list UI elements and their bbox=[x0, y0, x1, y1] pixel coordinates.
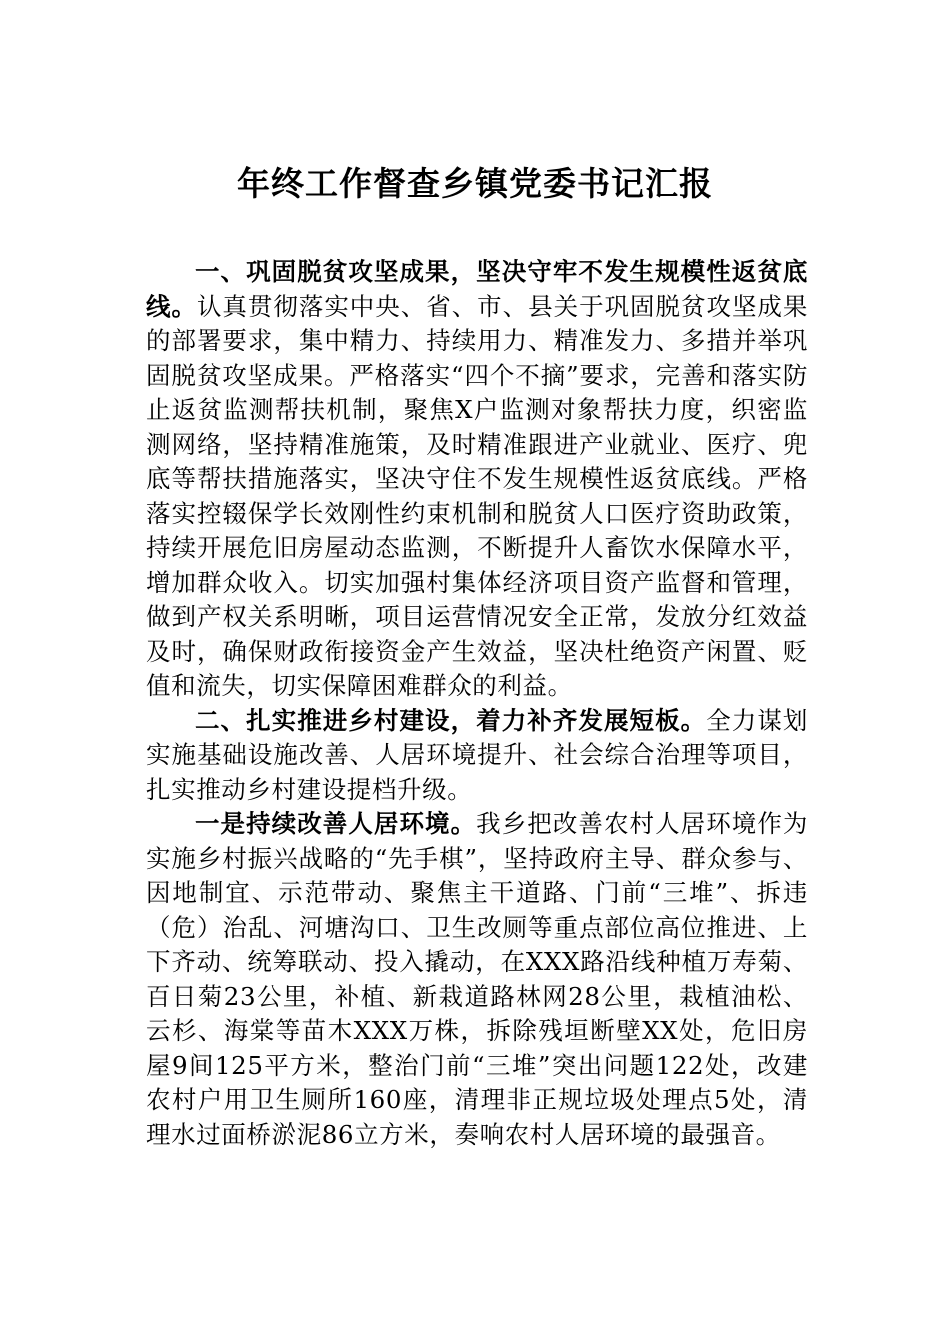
paragraph-living-environment bbox=[146, 807, 808, 1152]
paragraph-poverty-alleviation bbox=[146, 255, 808, 704]
paragraph-heading: 一、巩固脱贫攻坚成果，坚决守牢不发生规模性返贫底线。 bbox=[146, 257, 808, 321]
document-title: 年终工作督查乡镇党委书记汇报 bbox=[237, 164, 713, 203]
paragraph-text: 认真贯彻落实中央、省、市、县关于巩固脱贫攻坚成果的部署要求，集中精力、持续用力、精准发力、多措并举巩固脱贫攻坚成果。严格落实“四个不摘”要求，完善和落实防止返贫监测帮扶机制，聚焦X户监测对象帮扶力度，织密监测网络，坚持精准施策，及时精准跟进产业就业、医疗、兜底等帮扶措施落实，坚决守住不发生规模性返贫底线。严格落实控辍保学长效刚性约束机制和脱贫人口医疗资助政策，持续开展危旧房屋动态监测，不断提升人畜饮水保障水平，增加群众收入。切实加强村集体经济项目资产监督和管理，做到产权关系明晰，项目运营情况安全正常，发放分红效益及时，确保财政衔接资金产生效益，坚决杜绝资产闲置、贬值和流失，切实保障困难群众的利益。 bbox=[146, 291, 808, 700]
paragraph-heading: 一是持续改善人居环境。 bbox=[195, 809, 477, 838]
paragraph-heading: 二、扎实推进乡村建设，着力补齐发展短板。 bbox=[195, 705, 707, 735]
paragraph-rural-construction bbox=[146, 704, 808, 808]
paragraph-text: 我乡把改善农村人居环境作为实施乡村振兴战略的“先手棋”，坚持政府主导、群众参与、因地制宜、示范带动、聚焦主干道路、门前“三堆”、拆违（危）治乱、河塘沟口、卫生改厕等重点部位高位推进、上下齐动、统筹联动、投入撬动，在XXX路沿线种植万寿菊、百日菊23公里，补植、新栽道路林网28公里，栽植油松、云杉、海棠等苗木XXX万株，拆除残垣断壁XX处，危旧房屋9间125平方米，整治门前“三堆”突出问题122处，改建农村户用卫生厕所160座，清理非正规垃圾处理点5处，清理水过面桥淤泥86立方米，奏响农村人居环境的最强音。 bbox=[146, 809, 808, 1149]
paragraph-text: 全力谋划实施基础设施改善、人居环境提升、社会综合治理等项目，扎实推动乡村建设提档升级。 bbox=[146, 705, 809, 804]
document-body bbox=[146, 255, 808, 1152]
